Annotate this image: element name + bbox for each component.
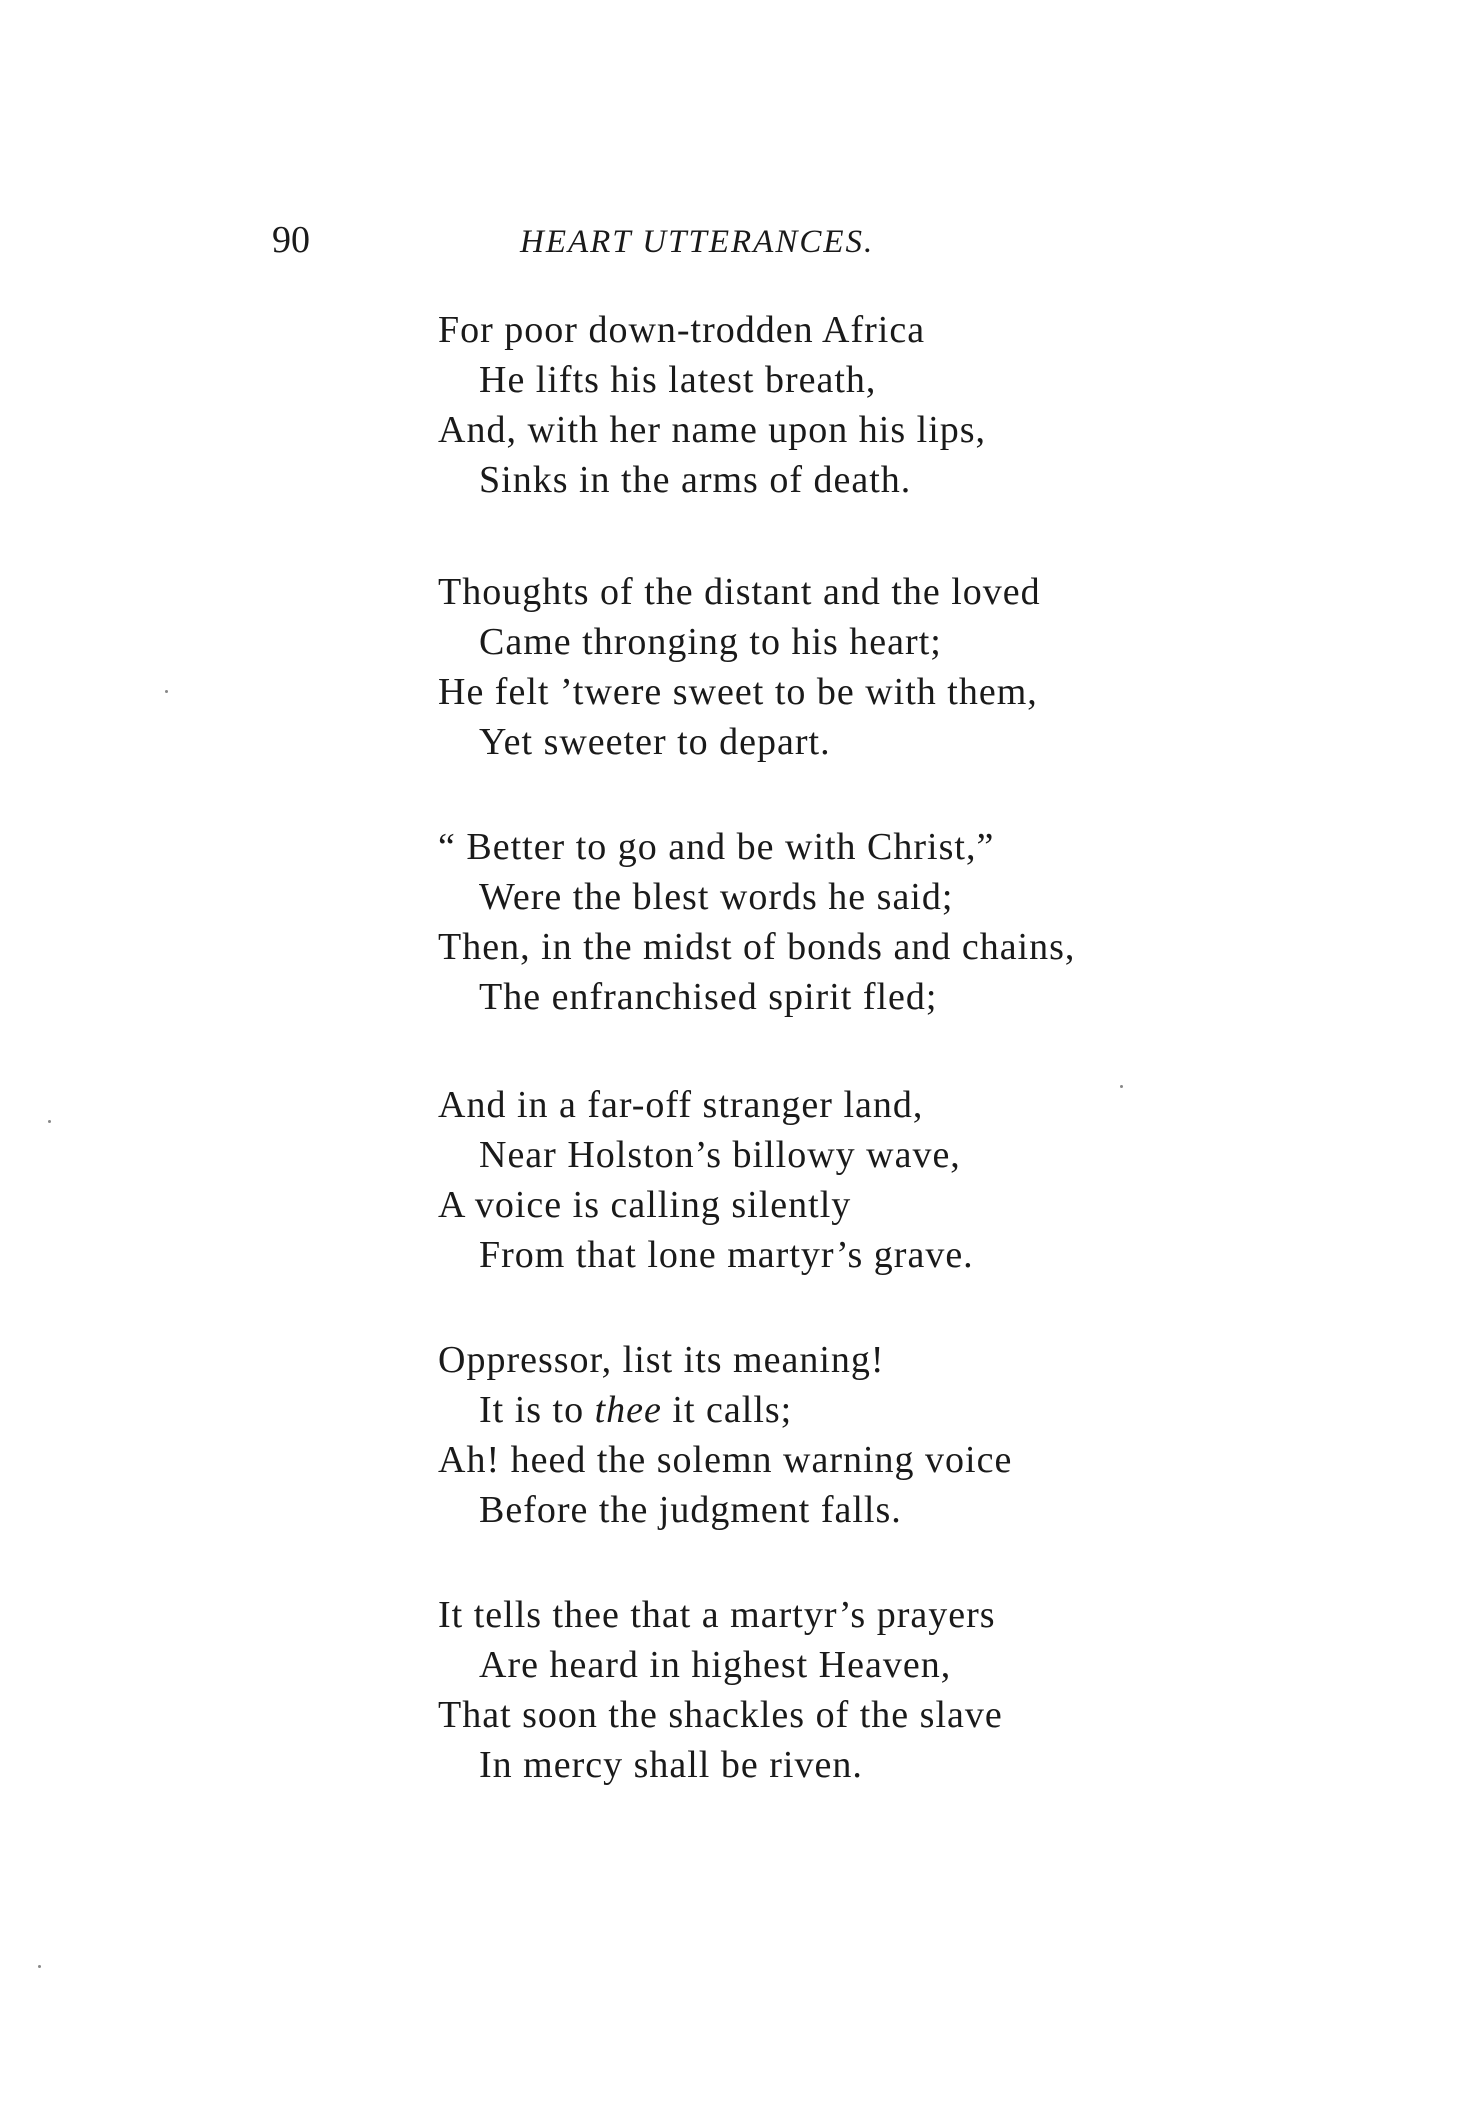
poem-line: Came thronging to his heart; xyxy=(479,621,942,663)
scan-speck xyxy=(48,1120,51,1123)
running-title: HEART UTTERANCES. xyxy=(520,224,875,260)
poem-line: Before the judgment falls. xyxy=(479,1489,902,1531)
stanza-5 xyxy=(438,1335,1398,1535)
scan-speck xyxy=(38,1965,41,1968)
poem-line: Yet sweeter to depart. xyxy=(479,721,831,763)
poem-line: Then, in the midst of bonds and chains, xyxy=(438,926,1076,968)
page-number: 90 xyxy=(272,219,310,261)
poem-line: It tells thee that a martyr’s prayers xyxy=(438,1594,996,1636)
stanza-3 xyxy=(438,822,1398,1022)
poem-line: Ah! heed the solemn warning voice xyxy=(438,1439,1013,1481)
line-text: it calls; xyxy=(661,1389,793,1431)
poem-line: Oppressor, list its meaning! xyxy=(438,1339,885,1381)
poem-line: Thoughts of the distant and the loved xyxy=(438,571,1041,613)
poem-line: Were the blest words he said; xyxy=(479,876,954,918)
poem-line: And, with her name upon his lips, xyxy=(438,409,987,451)
scan-speck xyxy=(1120,1085,1123,1088)
poem-line: And in a far-off stranger land, xyxy=(438,1084,924,1126)
poem-line: In mercy shall be riven. xyxy=(479,1744,863,1786)
stanza-2 xyxy=(438,567,1398,767)
poem-line: Near Holston’s billowy wave, xyxy=(479,1134,961,1176)
poem-line: He lifts his latest breath, xyxy=(479,359,877,401)
emphasized-word: thee xyxy=(594,1389,662,1431)
poem-line: He felt ’twere sweet to be with them, xyxy=(438,671,1038,713)
poem-line: The enfranchised spirit fled; xyxy=(479,976,938,1018)
line-text: It is to xyxy=(479,1389,595,1431)
poem-line xyxy=(438,1385,1398,1435)
poem-line: “ Better to go and be with Christ,” xyxy=(438,826,995,868)
poem-line: That soon the shackles of the slave xyxy=(438,1694,1003,1736)
poem-line: Sinks in the arms of death. xyxy=(479,459,912,501)
scan-speck xyxy=(165,690,168,693)
stanza-4 xyxy=(438,1080,1398,1280)
stanza-1 xyxy=(438,305,1398,505)
poem-line: Are heard in highest Heaven, xyxy=(479,1644,952,1686)
poem-line: From that lone martyr’s grave. xyxy=(479,1234,974,1276)
poem-line: For poor down-trodden Africa xyxy=(438,309,926,351)
poem-line: A voice is calling silently xyxy=(438,1184,852,1226)
stanza-6 xyxy=(438,1590,1398,1790)
